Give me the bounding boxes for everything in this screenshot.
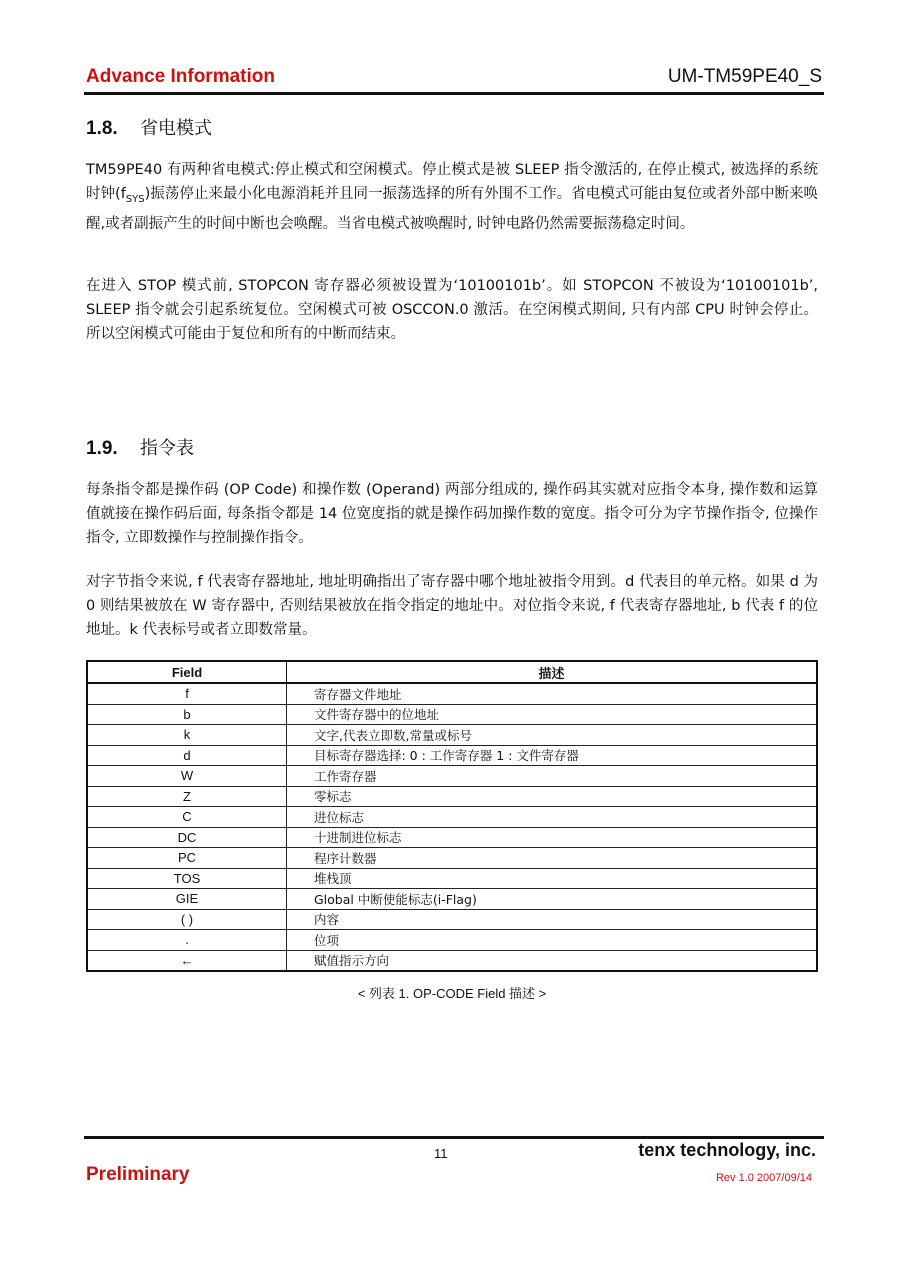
- page-number: 11: [434, 1146, 448, 1161]
- field-cell: C: [87, 807, 287, 828]
- header-left-title: Advance Information: [86, 66, 275, 87]
- field-cell: GIE: [87, 889, 287, 910]
- table-row: [87, 704, 817, 725]
- field-cell: f: [87, 683, 287, 704]
- desc-cell: Global 中断使能标志(i-Flag): [287, 889, 818, 910]
- field-cell: W: [87, 766, 287, 787]
- desc-cell: 进位标志: [287, 807, 818, 828]
- section-1-9-title: 指令表: [140, 438, 194, 459]
- desc-cell: 工作寄存器: [287, 766, 818, 787]
- desc-cell: 程序计数器: [287, 848, 818, 869]
- field-cell: ←: [87, 950, 287, 971]
- table-header-row: [87, 661, 817, 683]
- table-row: [87, 807, 817, 828]
- field-cell: d: [87, 745, 287, 766]
- field-cell: .: [87, 930, 287, 951]
- desc-cell: 十进制进位标志: [287, 827, 818, 848]
- table-row: [87, 889, 817, 910]
- desc-cell: 文字,代表立即数,常量或标号: [287, 725, 818, 746]
- table-row: [87, 930, 817, 951]
- header-description: 描述: [287, 661, 818, 683]
- table-row: [87, 745, 817, 766]
- table-row: [87, 848, 817, 869]
- opcode-field-table: [86, 660, 818, 972]
- section-1-9-number: 1.9.: [86, 438, 118, 459]
- revision-label: Rev 1.0 2007/09/14: [715, 1172, 812, 1184]
- desc-cell: 堆栈顶: [287, 868, 818, 889]
- header-doc-id: UM-TM59PE40_S: [667, 66, 822, 87]
- table-row: [87, 909, 817, 930]
- desc-cell: 寄存器文件地址: [287, 683, 818, 704]
- table-row: [87, 950, 817, 971]
- company-name: tenx technology, inc.: [638, 1140, 816, 1160]
- header-field: Field: [87, 661, 287, 683]
- table-row: [87, 827, 817, 848]
- p1-text-b: )振荡停止来最小化电源消耗并且同一振荡选择的所有外围不工作。省电模式可能由复位或者外部中断来唤醒,或者副振产生的时间中断也会唤醒。当省电模式被唤醒时, 时钟电路仍然需要振荡稳定时间。: [86, 186, 818, 232]
- section-1-8-heading: [86, 114, 212, 140]
- field-cell: b: [87, 704, 287, 725]
- field-cell: PC: [87, 848, 287, 869]
- section-1-9-paragraph-2: 对字节指令来说, f 代表寄存器地址, 地址明确指出了寄存器中哪个地址被指令用到。d 代表目的单元格。如果 d 为 0 则结果被放在 W 寄存器中, 否则结果被放在指令指定的地址中。对位指令来说, f 代表寄存器地址, b 代表 f 的位地址。k 代表标号或者立即数常量。: [86, 574, 818, 638]
- desc-cell: 文件寄存器中的位地址: [287, 704, 818, 725]
- desc-cell: 赋值指示方向: [287, 950, 818, 971]
- section-1-8-paragraph-1: [86, 158, 818, 236]
- table-row: [87, 868, 817, 889]
- field-cell: Z: [87, 786, 287, 807]
- desc-cell: 目标寄存器选择: 0 : 工作寄存器 1 : 文件寄存器: [287, 745, 818, 766]
- section-1-8-number: 1.8.: [86, 118, 118, 139]
- table-row: [87, 683, 817, 704]
- section-1-8-title: 省电模式: [140, 118, 212, 139]
- field-cell: k: [87, 725, 287, 746]
- field-cell: TOS: [87, 868, 287, 889]
- preliminary-label: Preliminary: [86, 1164, 190, 1185]
- table-row: [87, 766, 817, 787]
- section-1-9-paragraph-1: 每条指令都是操作码 (OP Code) 和操作数 (Operand) 两部分组成的, 操作码其实就对应指令本身, 操作数和运算值就接在操作码后面, 每条指令都是 14 位宽度指的就是操作码加操作数的宽度。指令可分为字节操作指令, 位操作指令, 立即数操作与控制操作指令。: [86, 482, 818, 546]
- table-row: [87, 786, 817, 807]
- field-cell: DC: [87, 827, 287, 848]
- p1-subscript: SYS: [125, 193, 145, 205]
- section-1-8-paragraph-2: 在进入 STOP 模式前, STOPCON 寄存器必须被设置为‘10100101b’。如 STOPCON 不被设为‘10100101b’, SLEEP 指令就会引起系统复位。空闲模式可被 OSCCON.0 激活。在空闲模式期间, 只有内部 CPU 时钟会停止。所以空闲模式可能由于复位和所有的中断而结束。: [86, 278, 818, 342]
- table-caption: < 列表 1. OP-CODE Field 描述 >: [357, 986, 547, 1001]
- p1-text-a: TM59PE40 有两种省电模式:停止模式和空闲模式。停止模式是被 SLEEP 指令激活的, 在停止模式, 被选择的系统时钟(f: [86, 162, 818, 202]
- table-row: [87, 725, 817, 746]
- footer-rule: [84, 1136, 824, 1139]
- section-1-9-heading: [86, 434, 194, 460]
- field-cell: ( ): [87, 909, 287, 930]
- desc-cell: 零标志: [287, 786, 818, 807]
- desc-cell: 位项: [287, 930, 818, 951]
- header-rule: [84, 92, 824, 95]
- desc-cell: 内容: [287, 909, 818, 930]
